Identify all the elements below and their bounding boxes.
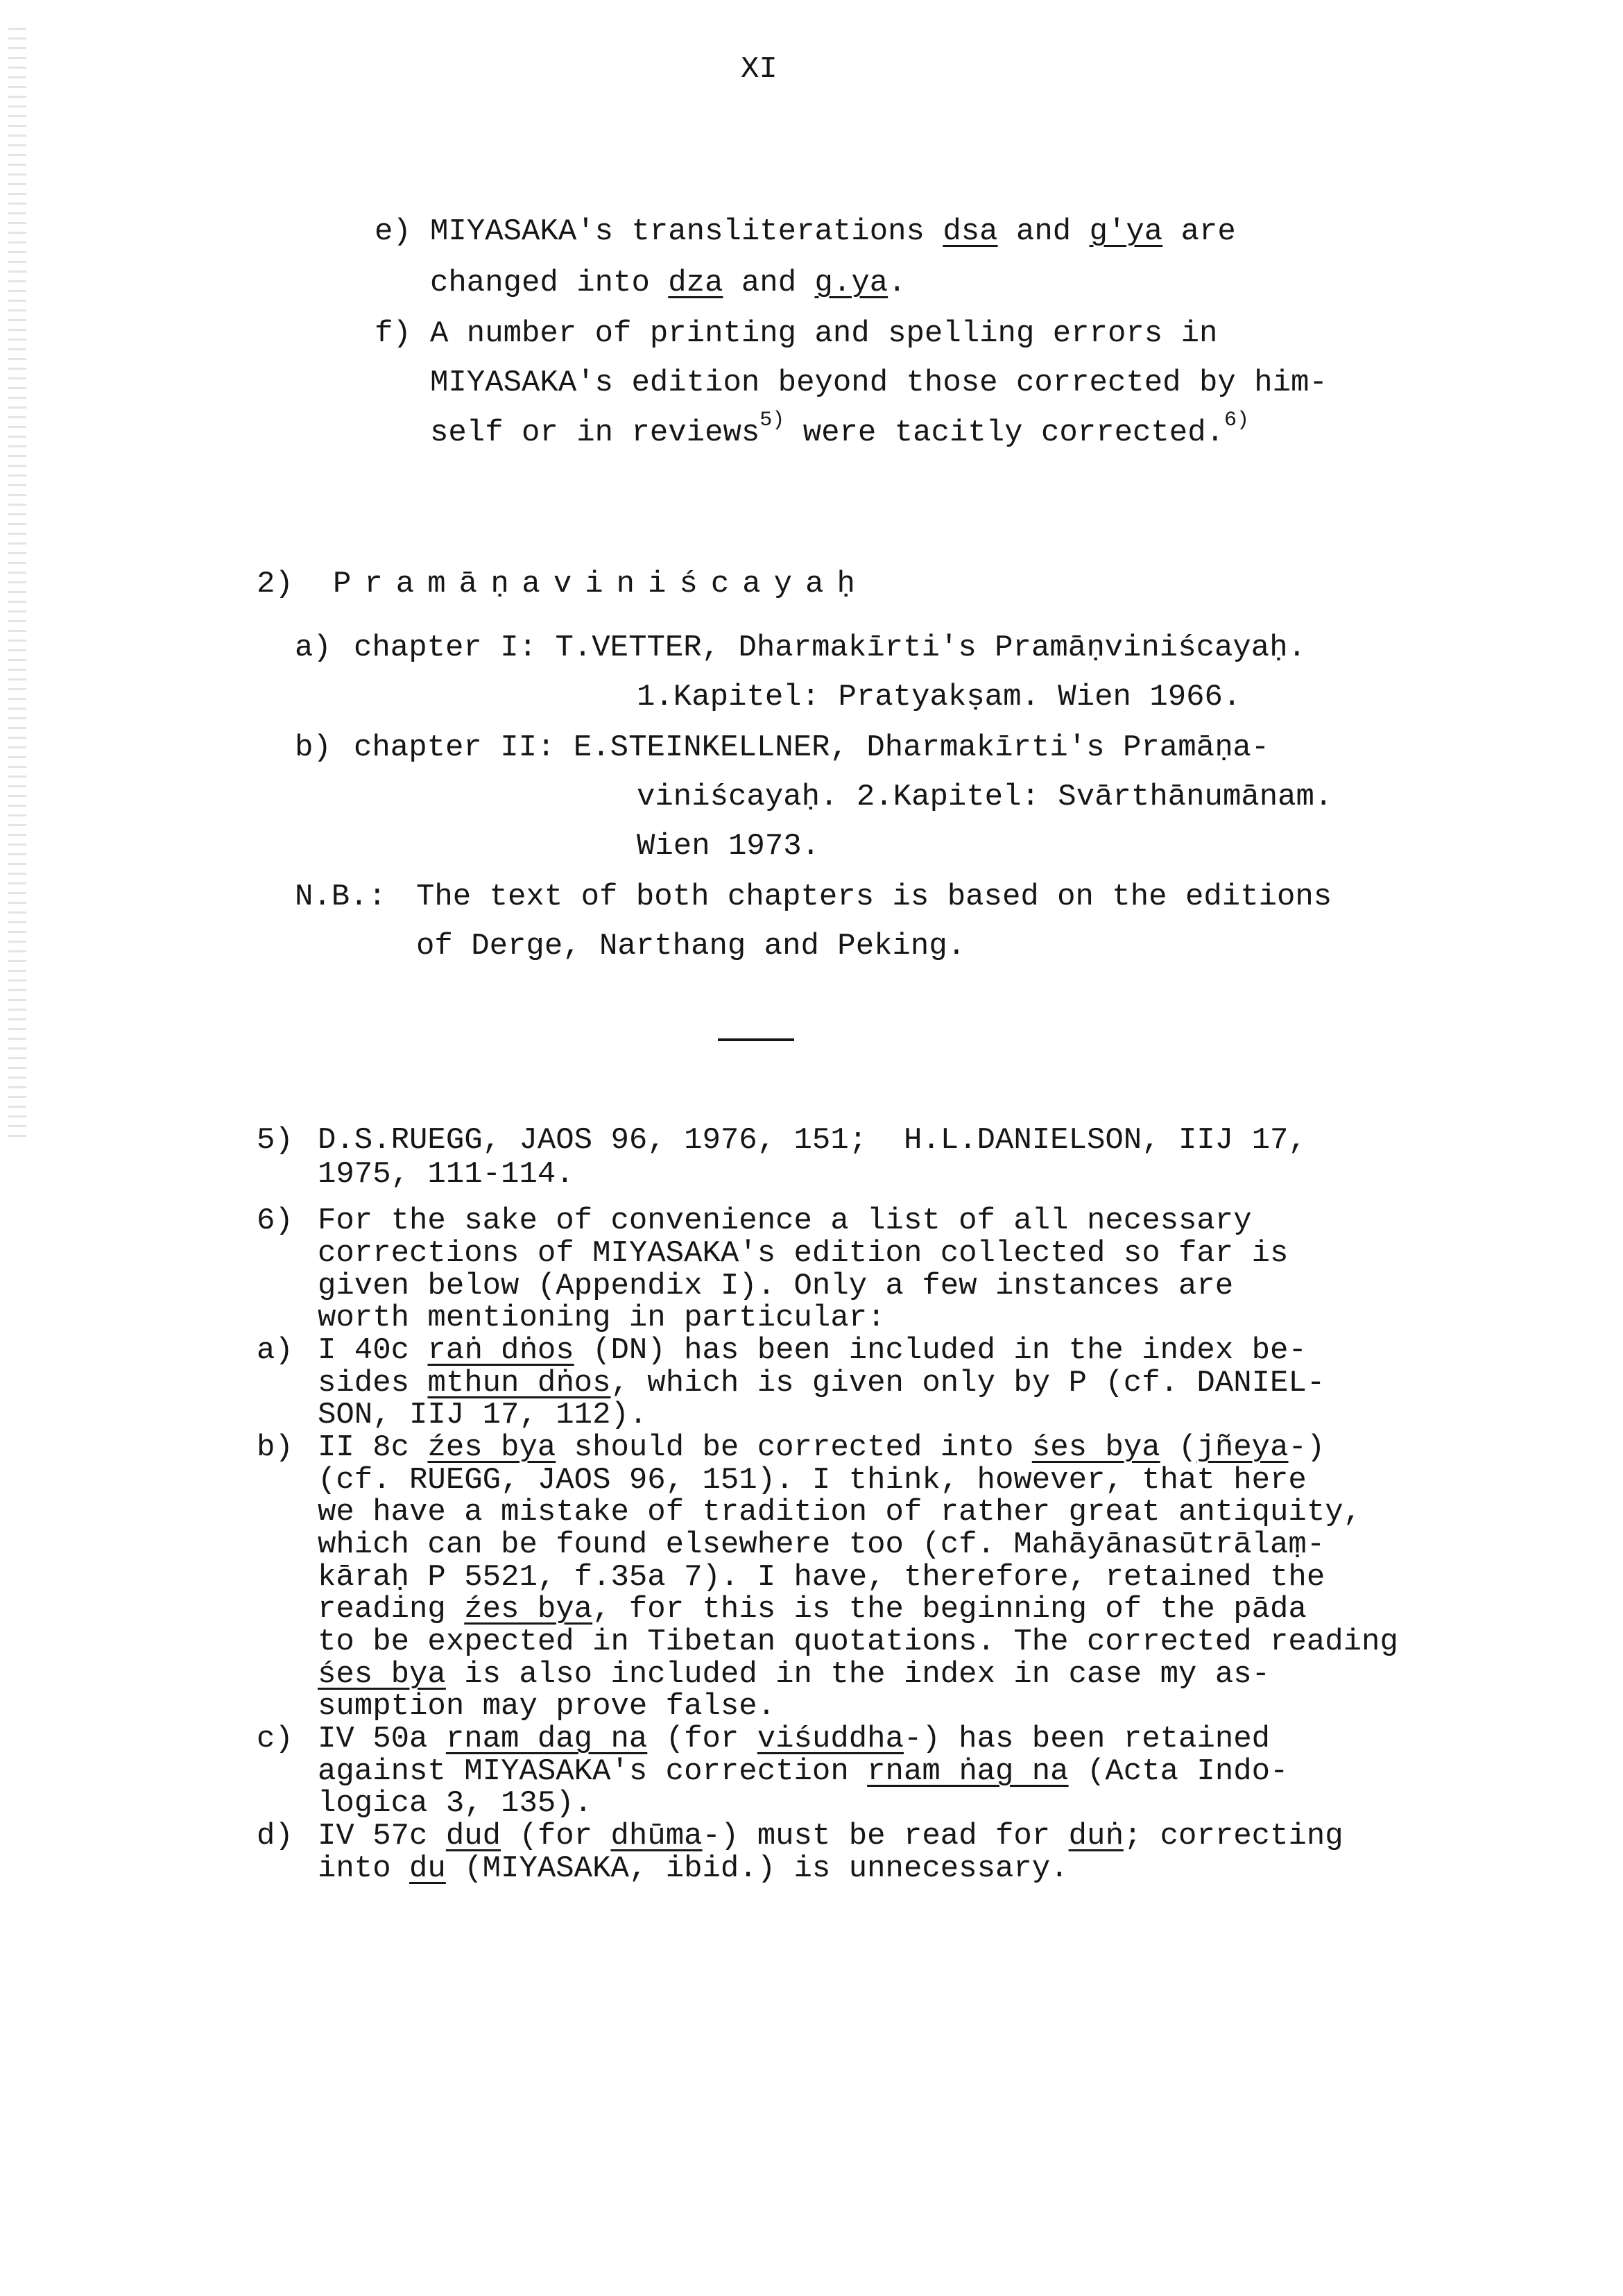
footnote-6b-line-1: II 8c źes bya should be corrected into śes bya (jñeya-) [318,1430,1325,1465]
footnote-6b-line-3: we have a mistake of tradition of rather great antiquity, [318,1495,1362,1530]
footnote-6c-line-1: IV 50a rnam dag na (for viśuddha-) has been retained [318,1722,1271,1756]
scan-edge-artifact [8,28,26,1138]
section-2-nb-line-1: The text of both chapters is based on the editions [416,880,1332,914]
section-2-number: 2) [257,567,293,601]
footnote-6-line-4: worth mentioning in particular: [318,1301,886,1335]
section-2-a-line-2: 1.Kapitel: Pratyakṣam. Wien 1966. [637,680,1242,714]
item-f-line-3: self or in reviews$^{5)}$ were tacitly corrected.$^{6)}$ [430,409,1250,450]
footnote-6a-line-1: I 40c raṅ dṅos (DN) has been included in the index be- [318,1333,1307,1368]
footnote-6a-marker: a) [257,1333,293,1368]
footnote-6b-line-9: sumption may prove false. [318,1689,776,1724]
footnote-6b-line-7: to be expected in Tibetan quotations. The corrected reading [318,1625,1398,1659]
footnote-6-line-3: given below (Appendix I). Only a few instances are [318,1269,1234,1303]
footnote-6b-line-4: which can be found elsewhere too (cf. Mahāyānasūtrālaṃ- [318,1527,1325,1562]
section-2-title: Pramāṇaviniścayaḥ [333,567,868,601]
footnote-6b-line-2: (cf. RUEGG, JAOS 96, 151). I think, however, that here [318,1463,1307,1498]
footnote-6-line-1: For the sake of convenience a list of all necessary [318,1203,1252,1238]
footnote-6d-marker: d) [257,1819,293,1853]
footnote-6a-line-3: SON, IIJ 17, 112). [318,1398,648,1432]
item-e-line-1: MIYASAKA's transliterations dsa and g'ya are [430,214,1236,249]
item-f-line-2: MIYASAKA's edition beyond those corrected by him- [430,366,1328,400]
footnote-6b-line-5: kāraḥ P 5521, f.35a 7). I have, therefore, retained the [318,1560,1325,1595]
item-e-line-2: changed into dza and g.ya. [430,266,907,300]
section-2-a-line-1: chapter I: T.VETTER, Dharmakīrti's Pramāṇviniścayaḥ. [354,631,1307,665]
section-2-nb-marker: N.B.: [295,880,387,914]
footnote-6d-line-1: IV 57c dud (for dhūma-) must be read for duṅ; correcting [318,1819,1343,1853]
footnote-6c-line-2: against MIYASAKA's correction rnam ṅag na (Acta Indo- [318,1754,1289,1789]
footnote-5-marker: 5) [257,1123,293,1158]
section-2-b-line-1: chapter II: E.STEINKELLNER, Dharmakīrti's Pramāṇa- [354,730,1270,765]
footnote-6c-line-3: logica 3, 135). [318,1786,593,1821]
section-2-nb-line-2: of Derge, Narthang and Peking. [416,929,966,963]
footnote-5-line-2: 1975, 111-114. [318,1157,574,1192]
footnote-6-line-2: corrections of MIYASAKA's edition collected so far is [318,1236,1289,1271]
footnote-6d-line-2: into du (MIYASAKA, ibid.) is unnecessary. [318,1851,1069,1886]
page-number: XI [741,52,778,87]
separator-rule [718,1038,794,1041]
section-2-b-line-2: viniścayaḥ. 2.Kapitel: Svārthānumānam. [637,780,1333,814]
footnote-6a-line-2: sides mthun dṅos, which is given only by P (cf. DANIEL- [318,1366,1325,1400]
footnote-6-marker: 6) [257,1203,293,1238]
item-e-marker: e) [375,214,411,249]
footnote-5-line-1: D.S.RUEGG, JAOS 96, 1976, 151; H.L.DANIELSON, IIJ 17, [318,1123,1307,1158]
footnote-6c-marker: c) [257,1722,293,1756]
item-f-marker: f) [375,316,411,351]
item-f-line-1: A number of printing and spelling errors in [430,316,1218,351]
footnote-6b-line-6: reading źes bya, for this is the beginning of the pāda [318,1592,1307,1627]
footnote-6b-line-8: śes bya is also included in the index in case my as- [318,1657,1271,1692]
section-2-a-marker: a) [295,631,332,665]
section-2-b-line-3: Wien 1973. [637,829,821,864]
footnote-6b-marker: b) [257,1430,293,1465]
section-2-b-marker: b) [295,730,332,765]
